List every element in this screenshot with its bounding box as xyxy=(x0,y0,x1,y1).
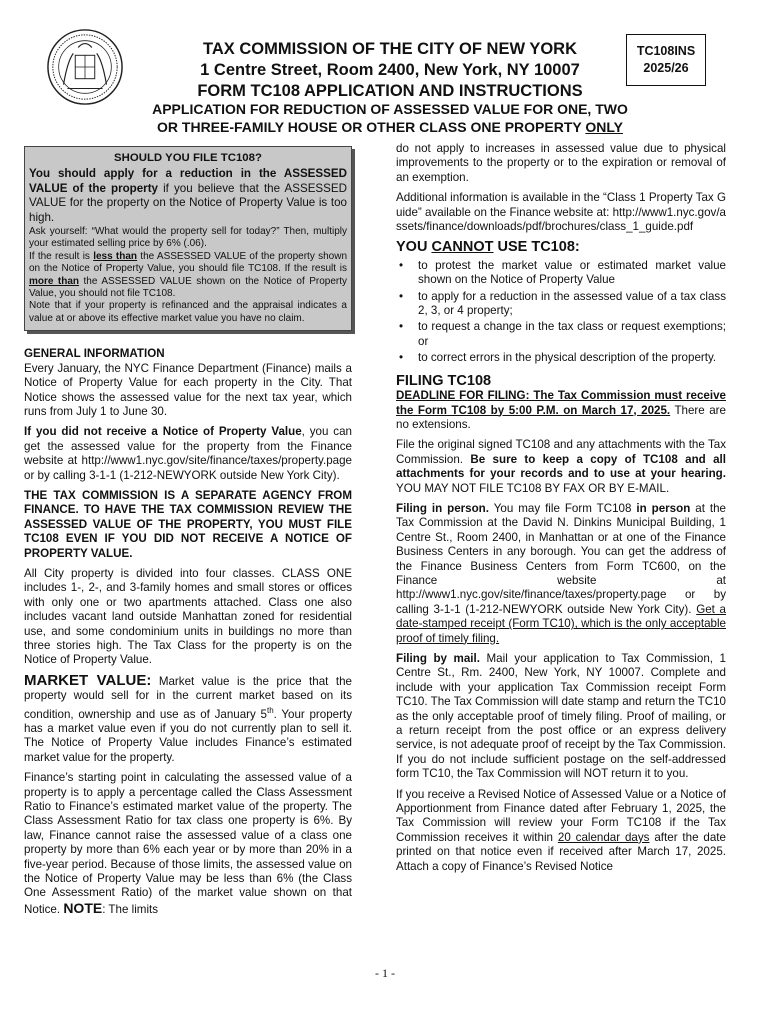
page-number: - 1 - xyxy=(375,966,395,980)
file-original: File the original signed TC108 and any attachments with the Tax Commission. Be sure to keep a copy of TC108 and all attachments for your records and to use at your hearing. YOU MAY NOT FILE TC108 BY FAX OR BY E-MAIL. xyxy=(396,438,726,495)
list-item: • to protest the market value or estimated market value shown on the Notice of Property Value xyxy=(396,259,726,288)
general-info-p1: Every January, the NYC Finance Department (Finance) mails a Notice of Property Value for each property in the City. That Notice shows the assessed value for the next tax year, which runs from July 1 to June 30. xyxy=(24,361,352,418)
general-info-title: GENERAL INFORMATION xyxy=(24,347,165,361)
right-column xyxy=(396,142,726,880)
form-code: TC108INS xyxy=(636,44,696,58)
revised-notice: If you receive a Revised Notice of Assessed Value or a Notice of Apportionment from Finance dated after February 1, 2025, the Tax Commission will review your Form TC108 if the Tax Commission receives it within 20 calendar days after the date printed on that notice even if received after March 17, 2025. Attach a copy of Finance’s Revised Notice xyxy=(396,787,726,873)
list-item: • to correct errors in the physical description of the property. xyxy=(396,351,726,365)
only-emphasis: ONLY xyxy=(585,119,623,135)
box-result: If the result is less than the ASSESSED VALUE of the property shown on the Notice of Property Value, you should file TC108. If the result is more than the ASSESSED VALUE shown on the Notice of Property Value, you should not file TC108. xyxy=(29,250,348,300)
box-lead: You should apply for a reduction in the ASSESSED VALUE of the property if you believe that the ASSESSED VALUE for the property on the Notice of Property Value is too high. xyxy=(29,167,347,224)
general-info-p2: If you did not receive a Notice of Property Value, you can get the assessed value for the property from the Finance website at http://www1.nyc.gov/site/finance/taxes/property.page or by calling 3-1-1 (1-212-NEWYORK outside New York City). xyxy=(24,425,352,482)
left-column xyxy=(24,146,352,923)
market-value-p2: Finance’s starting point in calculating the assessed value of a property is to apply a percentage called the Class Assessment Ratio to Finance’s estimated market value of the property. The Class Assessment Ratio for tax class one property is 6%. By law, Finance cannot raise the assessed value of a class one property by more than 6% each year or by more than 20% in a five-year period. Because of those limits, the assessed value on the Notice of Property Value may be less than 6% (the Class One Assessment Ratio) of the market value shown on that Notice. NOTE: The limits xyxy=(24,771,352,916)
form-subtitle-line1: APPLICATION FOR REDUCTION OF ASSESSED VALUE FOR ONE, TWO xyxy=(152,101,628,117)
additional-info: Additional information is available in the “Class 1 Property Tax Guide” available on the Finance website at: http://www1.nyc.gov/assets/finance/downloads/pdf/brochures/class_1_guide.pdf xyxy=(396,191,726,234)
city-seal-icon xyxy=(46,28,124,106)
limits-continued: do not apply to increases in assessed value due to physical improvements to the property or to the expiration or removal of an exemption. xyxy=(396,142,726,184)
form-year: 2025/26 xyxy=(643,61,689,75)
filing-in-person: Filing in person. You may file Form TC108 in person at the Tax Commission at the David N. Dinkins Municipal Building, 1 Centre St., Room 2400, in Manhattan or at one of the Finance Business Centers in any borough. You can get the address of the Finance Business Centers from Form TC600, on the Finance website at http://www1.nyc.gov/site/finance/taxes/property.page or by calling 3-1-1 (1-212-NEWYORK outside New York City). Get a date-stamped receipt (Form TC10), which is the only acceptable proof of timely filing. xyxy=(396,501,727,645)
agency-address: 1 Centre Street, Room 2400, New York, NY 10007 xyxy=(200,61,580,79)
deadline: DEADLINE FOR FILING: The Tax Commission must receive the Form TC108 by 5:00 P.M. on March 17, 2025. There are no extensions. xyxy=(396,389,726,431)
property-classes: All City property is divided into four classes. CLASS ONE includes 1-, 2-, and 3-family homes and small stores or offices with only one or two apartments attached. Class one also includes vacant land outside Manhattan zoned for residential use, and some condominium units in buildings no more than three stories high. The Tax Class for the property is on the Notice of Property Value. xyxy=(24,566,352,667)
form-code-box xyxy=(626,34,706,86)
form-title: FORM TC108 APPLICATION AND INSTRUCTIONS xyxy=(197,82,583,100)
list-item: • to request a change in the tax class or request exemptions; or xyxy=(396,320,726,349)
list-item: • to apply for a reduction in the assessed value of a tax class 2, 3, or 4 property; xyxy=(396,290,726,319)
box-title: SHOULD YOU FILE TC108? xyxy=(114,152,262,164)
separate-agency-notice: THE TAX COMMISSION IS A SEPARATE AGENCY FROM FINANCE. TO HAVE THE TAX COMMISSION REVIEW THE ASSESSED VALUE OF THE PROPERTY, YOU MUST FILE TC108 EVEN IF YOU DID NOT RECEIVE A NOTICE OF PROPERTY VALUE. xyxy=(24,488,352,560)
box-note: Note that if your property is refinanced and the appraisal indicates a value at or above its effective market value you have no claim. xyxy=(29,300,347,324)
box-ask: Ask yourself: “What would the property sell for today?” Then, multiply your estimated selling price by 6% (.06). xyxy=(29,226,347,250)
cannot-use-title: YOU CANNOT USE TC108: xyxy=(396,239,580,256)
should-you-file-box xyxy=(24,146,352,331)
filing-by-mail: Filing by mail. Mail your application to Tax Commission, 1 Centre St., Rm. 2400, New York, NY 10007. Complete and include with your application Tax Commission receipt Form TC10. The Tax Commission will date stamp and return the TC10 as the only acceptable proof of timely filing. Proof of mailing, or a return receipt from the post office or an express delivery service, is not adequate proof of receipt by the Tax Commission. If you do not include sufficient postage on the self-addressed form TC10, the Tax Commission will NOT return it to you. xyxy=(396,652,726,781)
agency-name: TAX COMMISSION OF THE CITY OF NEW YORK xyxy=(202,40,577,58)
filing-title: FILING TC108 xyxy=(396,372,492,389)
cannot-use-list xyxy=(396,259,726,366)
form-subtitle-line2: OR THREE-FAMILY HOUSE OR OTHER CLASS ONE PROPERTY ONLY xyxy=(157,119,623,135)
market-value-p1: MARKET VALUE: Market value is the price that the property would sell for in the current market based on its condition, ownership and use as of January 5th. Your property has a market value even if you do not currently plan to sell it. The Notice of Property Value includes Finance’s estimated market value for the property. xyxy=(24,671,352,764)
